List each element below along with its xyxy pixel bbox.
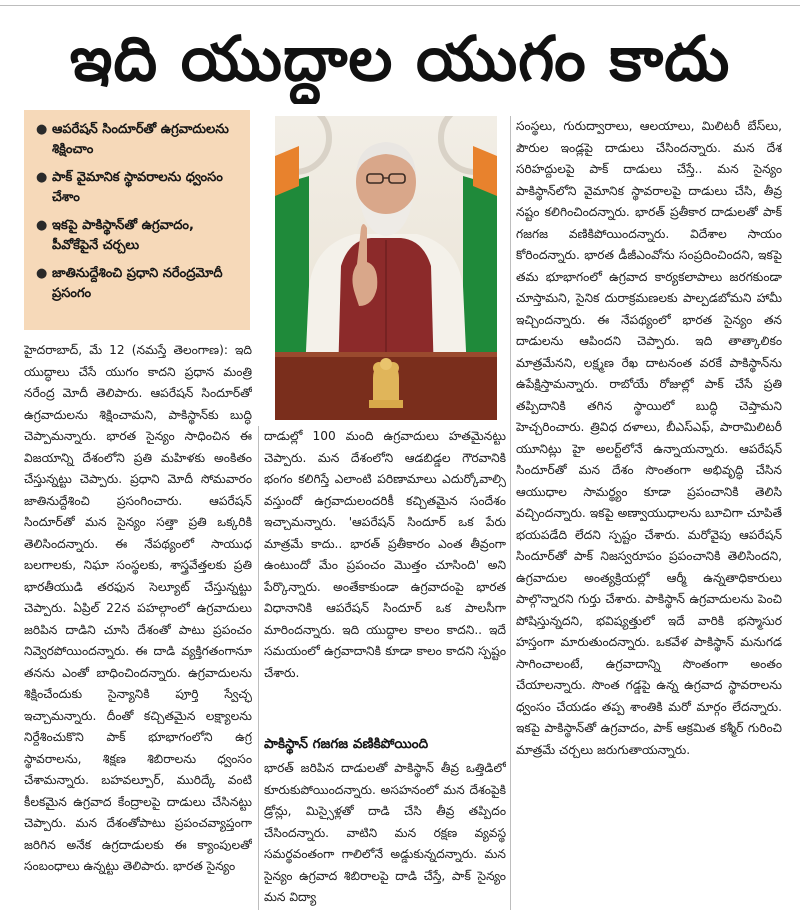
article-column-left: హైదరాబాద్, మే 12 (నమస్తే తెలంగాణ): ఇది యుద్ధాలు చేసే యుగం కాదని ప్రధాన మంత్రి నరేంద్ర మోదీ తెలిపారు. ఆపరేషన్ సిందూర్‌తో ఉగ్రవాదులను శిక్షించామని, పాకిస్థాన్‌కు బుద్ధి చెప్పామన్నారు. భారత సైన్యం సాధించిన ఈ విజయాన్ని దేశంలోని ప్రతి మహిళకు అంకితం చేస్తున్నట్టు చెప్పారు. ప్రధాని మోదీ సోమవారం జాతినుద్దేశించి ప్రసంగించారు. ఆపరేషన్ సిందూర్‌తో మన సైన్యం సత్తా ప్రతి ఒక్కరికి తెలిసిందన్నారు. ఈ నేపథ్యంలో సాయుధ బలగాలకు, నిఘా సంస్థలకు, శాస్త్రవేత్తలకు ప్రతి భారతీయుడి తరఫున సెల్యూట్ చేస్తున్నట్టు చెప్పారు. ఏప్రిల్ 22న పహల్గాంలో ఉగ్రవాదులు జరిపిన దాడిని చూసి దేశంతో పాటు ప్రపంచం నివ్వెరపోయిందన్నారు. ఈ దాడి వ్యక్తిగతంగానూ తనను ఎంతో బాధించిందన్నారు. ఉగ్రవాదులను శిక్షించేందుకు సైన్యానికి పూర్తి స్వేచ్ఛ ఇచ్చామన్నారు. దీంతో కచ్చితమైన లక్ష్యాలను నిర్దేశించుకొని పాక్ భూభాగంలోని ఉగ్ర స్థావరాలను, శిక్షణ శిబిరాలను ధ్వంసం చేశామన్నారు. బహవల్పూర్, మురిద్కే వంటి కీలకమైన ఉగ్రవాద కేంద్రాలపై దాడులు చేసినట్టు చెప్పారు. మన దేశంతోపాటు ప్రపంచవ్యాప్తంగా జరిగిన అనేక ఉగ్రదాడులకు ఈ క్యాంపులతో సంబంధాలు ఉన్నట్టు తెలిపారు. భారత సైన్యం bbox=[24, 343, 252, 873]
bullet-icon: ● bbox=[36, 170, 48, 185]
news-photo bbox=[275, 116, 497, 420]
flag-green-icon bbox=[275, 176, 309, 376]
prime-minister-illustration bbox=[275, 116, 497, 420]
top-rule bbox=[0, 0, 800, 6]
headline: ఇది యుద్ధాల యుగం కాదు bbox=[69, 22, 731, 95]
highlight-item bbox=[36, 120, 240, 160]
column-divider bbox=[258, 426, 259, 910]
bullet-icon: ● bbox=[36, 218, 48, 233]
article-subheading: పాకిస్థాన్ గజగజ వణికిపోయింది bbox=[264, 736, 429, 752]
column-divider bbox=[510, 116, 511, 910]
highlights-box bbox=[24, 110, 250, 330]
highlight-text: పాక్ వైమానిక స్థావరాలను ధ్వంసం చేశాం bbox=[52, 170, 223, 205]
highlight-text: ఆపరేషన్ సిందూర్‌తో ఉగ్రవాదులను శిక్షించాం bbox=[52, 122, 229, 157]
bullet-icon: ● bbox=[36, 266, 48, 281]
highlight-text: జాతినుద్దేశించి ప్రధాని నరేంద్రమోదీ ప్రసంగం bbox=[52, 266, 223, 301]
highlight-item bbox=[36, 264, 240, 304]
bullet-icon: ● bbox=[36, 122, 48, 137]
flag-green-icon bbox=[463, 176, 497, 366]
article-column-right: సంస్థలు, గురుద్వారాలు, ఆలయాలు, మిలిటరీ బేస్‌లు, పౌరుల ఇండ్లపై దాడులు చేసిందన్నారు. మన దేశ సరిహద్దులపై పాక్ దాడులు చేస్తే.. మన సైన్యం పాకిస్థాన్‌లోని వైమానిక స్థావరాలపై దాడులు చేసి, తీవ్ర నష్టం కలిగించిందన్నారు. భారత్ ప్రతీకార దాడులతో పాక్ గజగజ వణికిపోయిందన్నారు. విదేశాల సాయం కోరిందన్నారు. భారత డీజీఎంవోను సంప్రదించిందని, ఇకపై తమ భూభాగంలో ఉగ్రవాద కార్యకలాపాలు జరగకుండా చూస్తామని, సైనిక దురాక్రమణలకు పాల్పడబోమని హామీ ఇచ్చిందన్నారు. ఈ నేపథ్యంలో భారత సైన్యం తన దాడులను ఆపిందని చెప్పారు. ఇది తాత్కాలికం మాత్రమేనని, లక్ష్మణ రేఖ దాటనంత వరకే పాకిస్థాన్‌ను ఉపేక్షిస్తామన్నారు. రాబోయే రోజుల్లో పాక్ చేసే ప్రతి తప్పిదానికి తగిన స్థాయిలో బుద్ధి చెప్తామని హెచ్చరించారు. త్రివిధ దళాలు, బీఎస్‌ఎఫ్, పారామిలిటరీ యూనిట్లు హై అలర్ట్‌లోనే ఉన్నాయన్నారు. ఆపరేషన్ సిందూర్‌తో మన దేశం సొంతంగా అభివృద్ధి చేసిన ఆయుధాల సామర్థ్యం కూడా ప్రపంచానికి తెలిసి వచ్చిందన్నారు. ఇకపై అణ్వాయుధాలను బూచిగా చూపితే భయపడేది లేదని స్పష్టం చేశారు. మరోవైపు ఆపరేషన్ సిందూర్‌తో పాక్ నిజస్వరూపం ప్రపంచానికి తెలిసిందని, ఉగ్రవాదుల అంత్యక్రియల్లో ఆర్మీ ఉన్నతాధికారులు పాల్గొన్నారని గుర్తు చేశారు. పాకిస్థాన్ ఉగ్రవాదులను పెంచి పోషిస్తున్నదని, భవిష్యత్తులో ఇదే వారికి భస్మాసుర హస్తంగా మారుతుందన్నారు. ఒకవేళ పాకిస్థాన్ మనుగడ సాగించాలంటే, ఉగ్రవాదాన్ని సొంతంగా అంతం చేయాలన్నారు. సొంత గడ్డపై ఉన్న ఉగ్రవాద స్థావరాలను ధ్వంసం చేయడం తప్ప శాంతికి మరో మార్గం లేదన్నారు. ఇకపై పాకిస్థాన్‌తో ఉగ్రవాదం, పాక్ ఆక్రమిత కశ్మీర్ గురించి మాత్రమే చర్చలు జరుగుతాయన్నారు. bbox=[516, 119, 782, 757]
national-emblem-icon bbox=[369, 358, 403, 408]
highlight-item bbox=[36, 168, 240, 208]
highlight-item bbox=[36, 216, 240, 256]
highlight-text: ఇకపై పాకిస్థాన్‌తో ఉగ్రవాదం, పీవోకేపైనే చర్చలు bbox=[52, 218, 194, 253]
article-column-middle-continued: భారత్ జరిపిన దాడులతో పాకిస్థాన్ తీవ్ర ఒత్తిడిలో కూరుకుపోయిందన్నారు. అసహనంలో మన దేశంపైకి డ్రోన్లు, మిస్సైళ్లతో దాడి చేసి తీవ్ర తప్పిదం చేసిందన్నారు. వాటిని మన రక్షణ వ్యవస్థ సమర్థవంతంగా గాలిలోనే అడ్డుకున్నదన్నారు. మన సైన్యం ఉగ్రవాద శిబిరాలపై దాడి చేస్తే, పాక్ సైన్యం మన విద్యా bbox=[264, 761, 506, 904]
article-column-middle: దాడుల్లో 100 మంది ఉగ్రవాదులు హతమైనట్టు చెప్పారు. మన దేశంలోని ఆడబిడ్డల గౌరవానికి భంగం కలిగిస్తే ఎలాంటి పరిణామాలు ఎదుర్కోవాల్సి వస్తుందో ఉగ్రవాదులందరికీ కచ్చితమైన సందేశం ఇచ్చామన్నారు. 'ఆపరేషన్ సిందూర్ ఒక పేరు మాత్రమే కాదు.. భారత్ ప్రతీకారం ఎంత తీవ్రంగా ఉంటుందో మేం ప్రపంచం మొత్తం చూసింది' అని పేర్కొన్నారు. అంతేకాకుండా ఉగ్రవాదంపై భారత విధానానికి ఆపరేషన్ సిందూర్ ఒక పాలసీగా మారిందన్నారు. ఇది యుద్ధాల కాలం కాదని.. ఇదే సమయంలో ఉగ్రవాదానికి కూడా కాలం కాదని స్పష్టం చేశారు. bbox=[264, 429, 506, 680]
